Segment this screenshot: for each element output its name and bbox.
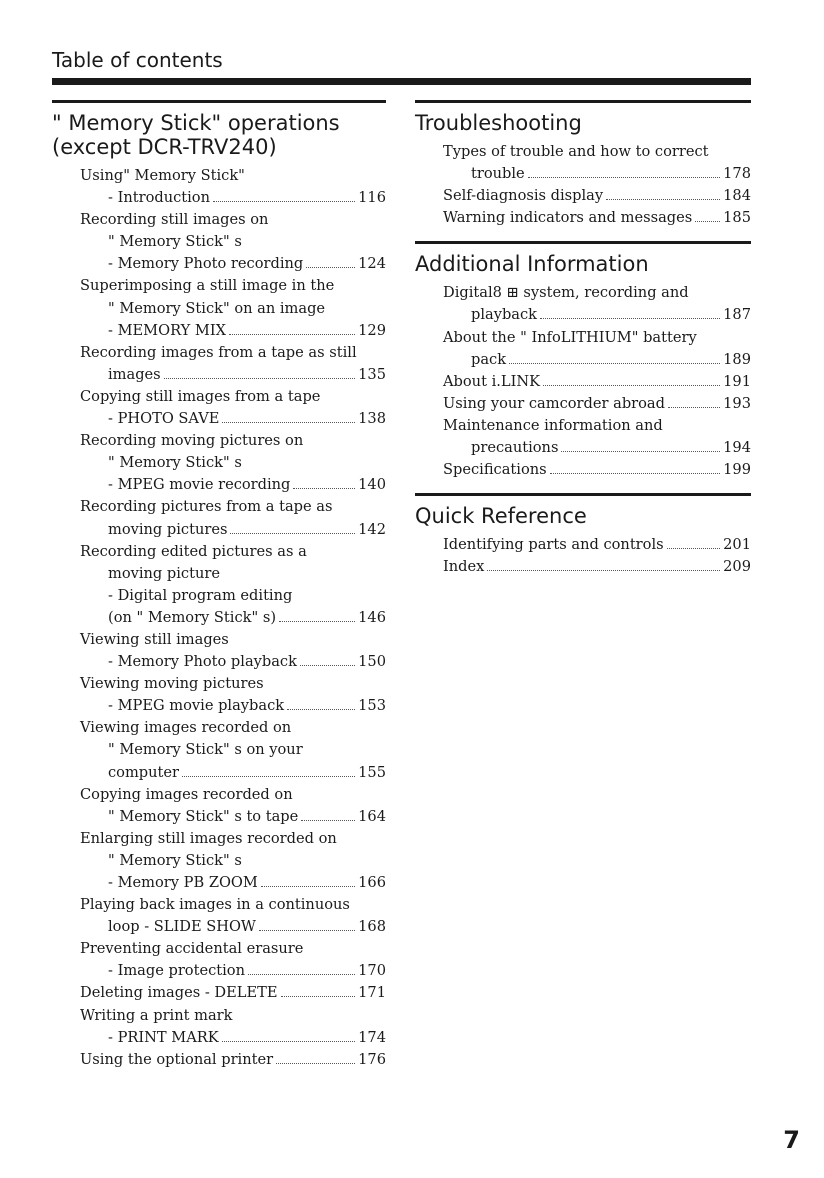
section-title: Additional Information xyxy=(415,252,649,277)
toc-entry-list xyxy=(80,165,386,1071)
toc-entry-list xyxy=(443,534,751,578)
toc-entry-text: Viewing still images xyxy=(80,630,229,648)
toc-page-number: 170 xyxy=(358,962,386,980)
toc-entry-line xyxy=(443,437,751,459)
toc-page-number: 201 xyxy=(723,536,751,554)
toc-entry[interactable] xyxy=(80,717,386,783)
toc-entry-text: playback xyxy=(471,306,538,324)
toc-entry-text: loop - SLIDE SHOW xyxy=(108,918,256,936)
toc-entry-text: Copying images recorded on xyxy=(80,785,293,803)
toc-entry-text: images xyxy=(108,365,161,383)
toc-entry-line xyxy=(80,320,386,342)
toc-entry[interactable] xyxy=(80,673,386,717)
toc-entry-text: About the " InfoLITHIUM" battery xyxy=(443,328,697,346)
toc-page-number: 194 xyxy=(723,439,751,457)
toc-entry-text: Enlarging still images recorded on xyxy=(80,829,337,847)
dot-leader xyxy=(222,1041,355,1042)
toc-entry-text: trouble xyxy=(471,165,525,183)
toc-section xyxy=(415,493,751,578)
toc-entry[interactable] xyxy=(80,982,386,1004)
toc-entry-line xyxy=(80,982,386,1004)
dot-leader xyxy=(487,570,720,571)
toc-entry-line xyxy=(80,474,386,496)
toc-entry-text: Index xyxy=(443,558,485,576)
toc-entry-text: Recording still images on xyxy=(80,211,269,229)
dot-leader xyxy=(543,385,720,386)
toc-entry-text: Viewing moving pictures xyxy=(80,675,264,693)
section-title: Troubleshooting xyxy=(415,111,582,135)
dot-leader xyxy=(293,488,355,489)
toc-entry-text: - PHOTO SAVE xyxy=(108,410,220,428)
toc-entry-text: " Memory Stick" s to tape xyxy=(108,807,299,825)
toc-page-number: 146 xyxy=(358,608,386,626)
toc-entry-text: Recording images from a tape as still xyxy=(80,343,357,361)
toc-entry-line xyxy=(80,408,386,430)
toc-entry[interactable] xyxy=(443,393,751,415)
toc-page-number: 168 xyxy=(358,918,386,936)
toc-entry-line xyxy=(443,207,751,229)
toc-entry-text: - Memory PB ZOOM xyxy=(108,874,258,891)
left-column xyxy=(52,100,386,1083)
toc-page-number: 124 xyxy=(358,255,386,273)
toc-entry-text: - MPEG movie playback xyxy=(108,697,285,715)
toc-entry-text: Digital8 ⊞ system, recording and xyxy=(443,284,689,302)
toc-entry[interactable] xyxy=(443,282,751,326)
toc-entry-line xyxy=(80,651,386,673)
toc-entry-text: - MEMORY MIX xyxy=(108,321,226,339)
toc-entry-line xyxy=(443,282,751,304)
dot-leader xyxy=(279,621,355,622)
toc-entry-line xyxy=(80,850,386,872)
toc-entry-line xyxy=(80,695,386,717)
dot-leader xyxy=(281,996,356,997)
toc-entry-line xyxy=(443,459,751,481)
toc-entry-text: (on " Memory Stick" s) xyxy=(108,608,277,626)
toc-entry[interactable] xyxy=(80,541,386,629)
toc-entry-text: Maintenance information and xyxy=(443,416,663,434)
toc-entry-line xyxy=(80,629,386,651)
toc-page-number: 138 xyxy=(358,410,386,428)
toc-entry[interactable] xyxy=(443,141,751,185)
toc-entry-text: Using the optional printer xyxy=(80,1050,274,1068)
toc-entry-line xyxy=(443,556,751,578)
toc-page-number: 174 xyxy=(358,1028,386,1046)
toc-entry[interactable] xyxy=(80,828,386,894)
toc-entry-line xyxy=(80,1027,386,1049)
toc-entry-line xyxy=(80,541,386,563)
toc-entry-text: - MPEG movie recording xyxy=(108,476,291,494)
toc-entry-text: - Introduction xyxy=(108,189,210,207)
toc-page-number: 187 xyxy=(723,306,751,324)
toc-entry-line xyxy=(80,275,386,297)
section-rule xyxy=(415,493,751,496)
toc-entry-line xyxy=(80,916,386,938)
toc-entry-line xyxy=(80,187,386,209)
toc-entry[interactable] xyxy=(443,327,751,371)
dot-leader xyxy=(259,930,355,931)
toc-entry-text: Using" Memory Stick" xyxy=(80,167,245,184)
toc-entry-text: Using your camcorder abroad xyxy=(443,394,665,412)
toc-entry-text: - Memory Photo playback xyxy=(108,653,297,671)
toc-page-number: 176 xyxy=(358,1050,386,1068)
toc-entry[interactable] xyxy=(443,371,751,393)
toc-entry-line xyxy=(80,519,386,541)
toc-entry-line xyxy=(443,415,751,437)
toc-page-number: 155 xyxy=(358,763,386,781)
toc-entry[interactable] xyxy=(80,209,386,275)
dot-leader xyxy=(606,199,720,200)
toc-entry-line xyxy=(80,960,386,982)
toc-entry-line xyxy=(80,209,386,231)
toc-page-number: 116 xyxy=(358,189,386,207)
toc-page-number: 164 xyxy=(358,807,386,825)
toc-page-number: 129 xyxy=(358,321,386,339)
toc-entry-line xyxy=(80,253,386,275)
toc-entry[interactable] xyxy=(80,386,386,430)
toc-entry-text: " Memory Stick" s xyxy=(108,454,242,472)
toc-entry-line xyxy=(80,784,386,806)
toc-entry[interactable] xyxy=(443,185,751,207)
toc-entry-text: Viewing images recorded on xyxy=(80,719,292,737)
header-rule xyxy=(52,78,751,85)
toc-entry-line xyxy=(80,386,386,408)
toc-entry-line xyxy=(80,165,386,187)
toc-entry-line xyxy=(80,673,386,695)
toc-entry-line xyxy=(80,364,386,386)
toc-page-number: 150 xyxy=(358,653,386,671)
toc-entry-text: Self-diagnosis display xyxy=(443,187,604,205)
toc-page-number: 153 xyxy=(358,697,386,715)
dot-leader xyxy=(261,886,355,887)
toc-entry-line xyxy=(443,393,751,415)
toc-entry-line xyxy=(443,163,751,185)
toc-entry-line xyxy=(80,452,386,474)
toc-page-number: 135 xyxy=(358,365,386,383)
toc-section xyxy=(415,100,751,229)
toc-page-number: 185 xyxy=(723,209,751,227)
toc-entry-line xyxy=(80,298,386,320)
toc-entry-text: Identifying parts and controls xyxy=(443,536,664,554)
toc-entry-text: Types of trouble and how to correct xyxy=(443,143,709,160)
dot-leader xyxy=(213,201,355,202)
toc-page-number: 178 xyxy=(723,165,751,183)
right-column xyxy=(415,100,751,590)
toc-entry-line xyxy=(80,563,386,585)
toc-entry[interactable] xyxy=(80,784,386,828)
toc-entry-text: Warning indicators and messages xyxy=(443,209,693,227)
dot-leader xyxy=(306,267,355,268)
toc-entry-text: Playing back images in a continuous xyxy=(80,896,350,914)
toc-page-number: 199 xyxy=(723,461,751,479)
toc-entry[interactable] xyxy=(80,1005,386,1049)
toc-entry-list xyxy=(443,282,751,481)
section-rule xyxy=(415,100,751,103)
toc-entry-line xyxy=(80,1005,386,1027)
toc-entry-line xyxy=(443,327,751,349)
toc-page-number: 191 xyxy=(723,372,751,390)
toc-entry[interactable] xyxy=(443,207,751,229)
section-title: " Memory Stick" operations (except DCR-TRV240) xyxy=(52,111,340,159)
toc-entry[interactable] xyxy=(80,1049,386,1071)
toc-page-number: 142 xyxy=(358,520,386,538)
dot-leader xyxy=(300,665,355,666)
toc-entry-line xyxy=(443,534,751,556)
dot-leader xyxy=(528,177,720,178)
toc-entry-text: moving picture xyxy=(108,564,220,582)
dot-leader xyxy=(561,451,720,452)
dot-leader xyxy=(182,776,355,777)
toc-entry-text: " Memory Stick" on an image xyxy=(108,299,326,317)
toc-entry-line xyxy=(80,762,386,784)
toc-entry-line xyxy=(80,828,386,850)
toc-entry[interactable] xyxy=(80,894,386,938)
toc-page-number: 171 xyxy=(358,984,386,1002)
toc-entry-line xyxy=(443,185,751,207)
toc-entry-text: moving pictures xyxy=(108,520,228,538)
toc-entry[interactable] xyxy=(80,342,386,386)
toc-section xyxy=(52,100,386,1071)
dot-leader xyxy=(540,318,720,319)
toc-section xyxy=(415,241,751,481)
toc-entry-text: - Memory Photo recording xyxy=(108,255,304,273)
toc-entry-text: " Memory Stick" s xyxy=(108,851,242,869)
toc-entry-text: - Digital program editing xyxy=(108,586,293,604)
toc-entry-line xyxy=(80,342,386,364)
section-rule xyxy=(415,241,751,244)
toc-entry-text: precautions xyxy=(471,439,559,457)
dot-leader xyxy=(222,422,355,423)
toc-entry-text: About i.LINK xyxy=(443,372,541,390)
toc-entry-text: - Image protection xyxy=(108,962,245,980)
dot-leader xyxy=(164,378,355,379)
toc-page-number: 209 xyxy=(723,558,751,576)
toc-entry-text: Recording edited pictures as a xyxy=(80,542,307,560)
toc-page-number: 184 xyxy=(723,187,751,205)
toc-entry-line xyxy=(80,231,386,253)
toc-page-number: 189 xyxy=(723,350,751,368)
toc-entry-text: Recording pictures from a tape as xyxy=(80,498,333,516)
toc-entry-line xyxy=(80,1049,386,1071)
toc-entry-text: Writing a print mark xyxy=(80,1006,233,1024)
toc-entry-text: Specifications xyxy=(443,461,547,479)
toc-entry-line xyxy=(80,607,386,629)
toc-entry-text: Deleting images - DELETE xyxy=(80,984,278,1002)
toc-entry-text: Superimposing a still image in the xyxy=(80,277,335,295)
toc-entry-text: " Memory Stick" s xyxy=(108,233,242,251)
dot-leader xyxy=(301,820,355,821)
toc-entry-text: Preventing accidental erasure xyxy=(80,940,304,958)
toc-entry-text: pack xyxy=(471,350,507,368)
toc-entry[interactable] xyxy=(80,430,386,496)
page-header-title: Table of contents xyxy=(52,48,223,72)
toc-entry[interactable] xyxy=(443,556,751,578)
toc-entry[interactable] xyxy=(80,629,386,673)
page-number: 7 xyxy=(783,1126,800,1154)
dot-leader xyxy=(287,709,355,710)
section-rule xyxy=(52,100,386,103)
dot-leader xyxy=(276,1063,355,1064)
toc-entry-line xyxy=(80,585,386,607)
toc-entry-line xyxy=(80,717,386,739)
toc-entry-text: Recording moving pictures on xyxy=(80,432,304,450)
toc-entry-line xyxy=(443,304,751,326)
toc-entry[interactable] xyxy=(80,165,386,209)
toc-page-number: 166 xyxy=(358,874,386,891)
toc-page-number: 193 xyxy=(723,394,751,412)
dot-leader xyxy=(695,221,720,222)
toc-entry-line xyxy=(80,430,386,452)
toc-entry-line xyxy=(80,496,386,518)
dot-leader xyxy=(550,473,721,474)
toc-entry-line xyxy=(80,938,386,960)
dot-leader xyxy=(509,363,720,364)
dot-leader xyxy=(230,533,355,534)
toc-entry-line xyxy=(80,739,386,761)
toc-entry-text: - PRINT MARK xyxy=(108,1028,219,1046)
toc-entry-text: Copying still images from a tape xyxy=(80,387,321,405)
toc-entry-list xyxy=(443,141,751,229)
toc-entry-line xyxy=(80,894,386,916)
toc-entry-line xyxy=(443,141,751,163)
toc-entry-text: " Memory Stick" s on your xyxy=(108,741,303,759)
toc-entry-line xyxy=(80,806,386,828)
toc-entry[interactable] xyxy=(443,415,751,459)
dot-leader xyxy=(667,548,721,549)
toc-entry[interactable] xyxy=(443,534,751,556)
toc-entry[interactable] xyxy=(80,275,386,341)
toc-entry[interactable] xyxy=(443,459,751,481)
toc-entry-text: computer xyxy=(108,763,180,781)
toc-entry-line xyxy=(443,349,751,371)
dot-leader xyxy=(668,407,720,408)
toc-entry[interactable] xyxy=(80,938,386,982)
toc-page-number: 140 xyxy=(358,476,386,494)
toc-entry-line xyxy=(443,371,751,393)
section-title: Quick Reference xyxy=(415,504,587,529)
dot-leader xyxy=(248,974,355,975)
dot-leader xyxy=(229,334,355,335)
toc-entry[interactable] xyxy=(80,496,386,540)
toc-entry-line xyxy=(80,872,386,894)
